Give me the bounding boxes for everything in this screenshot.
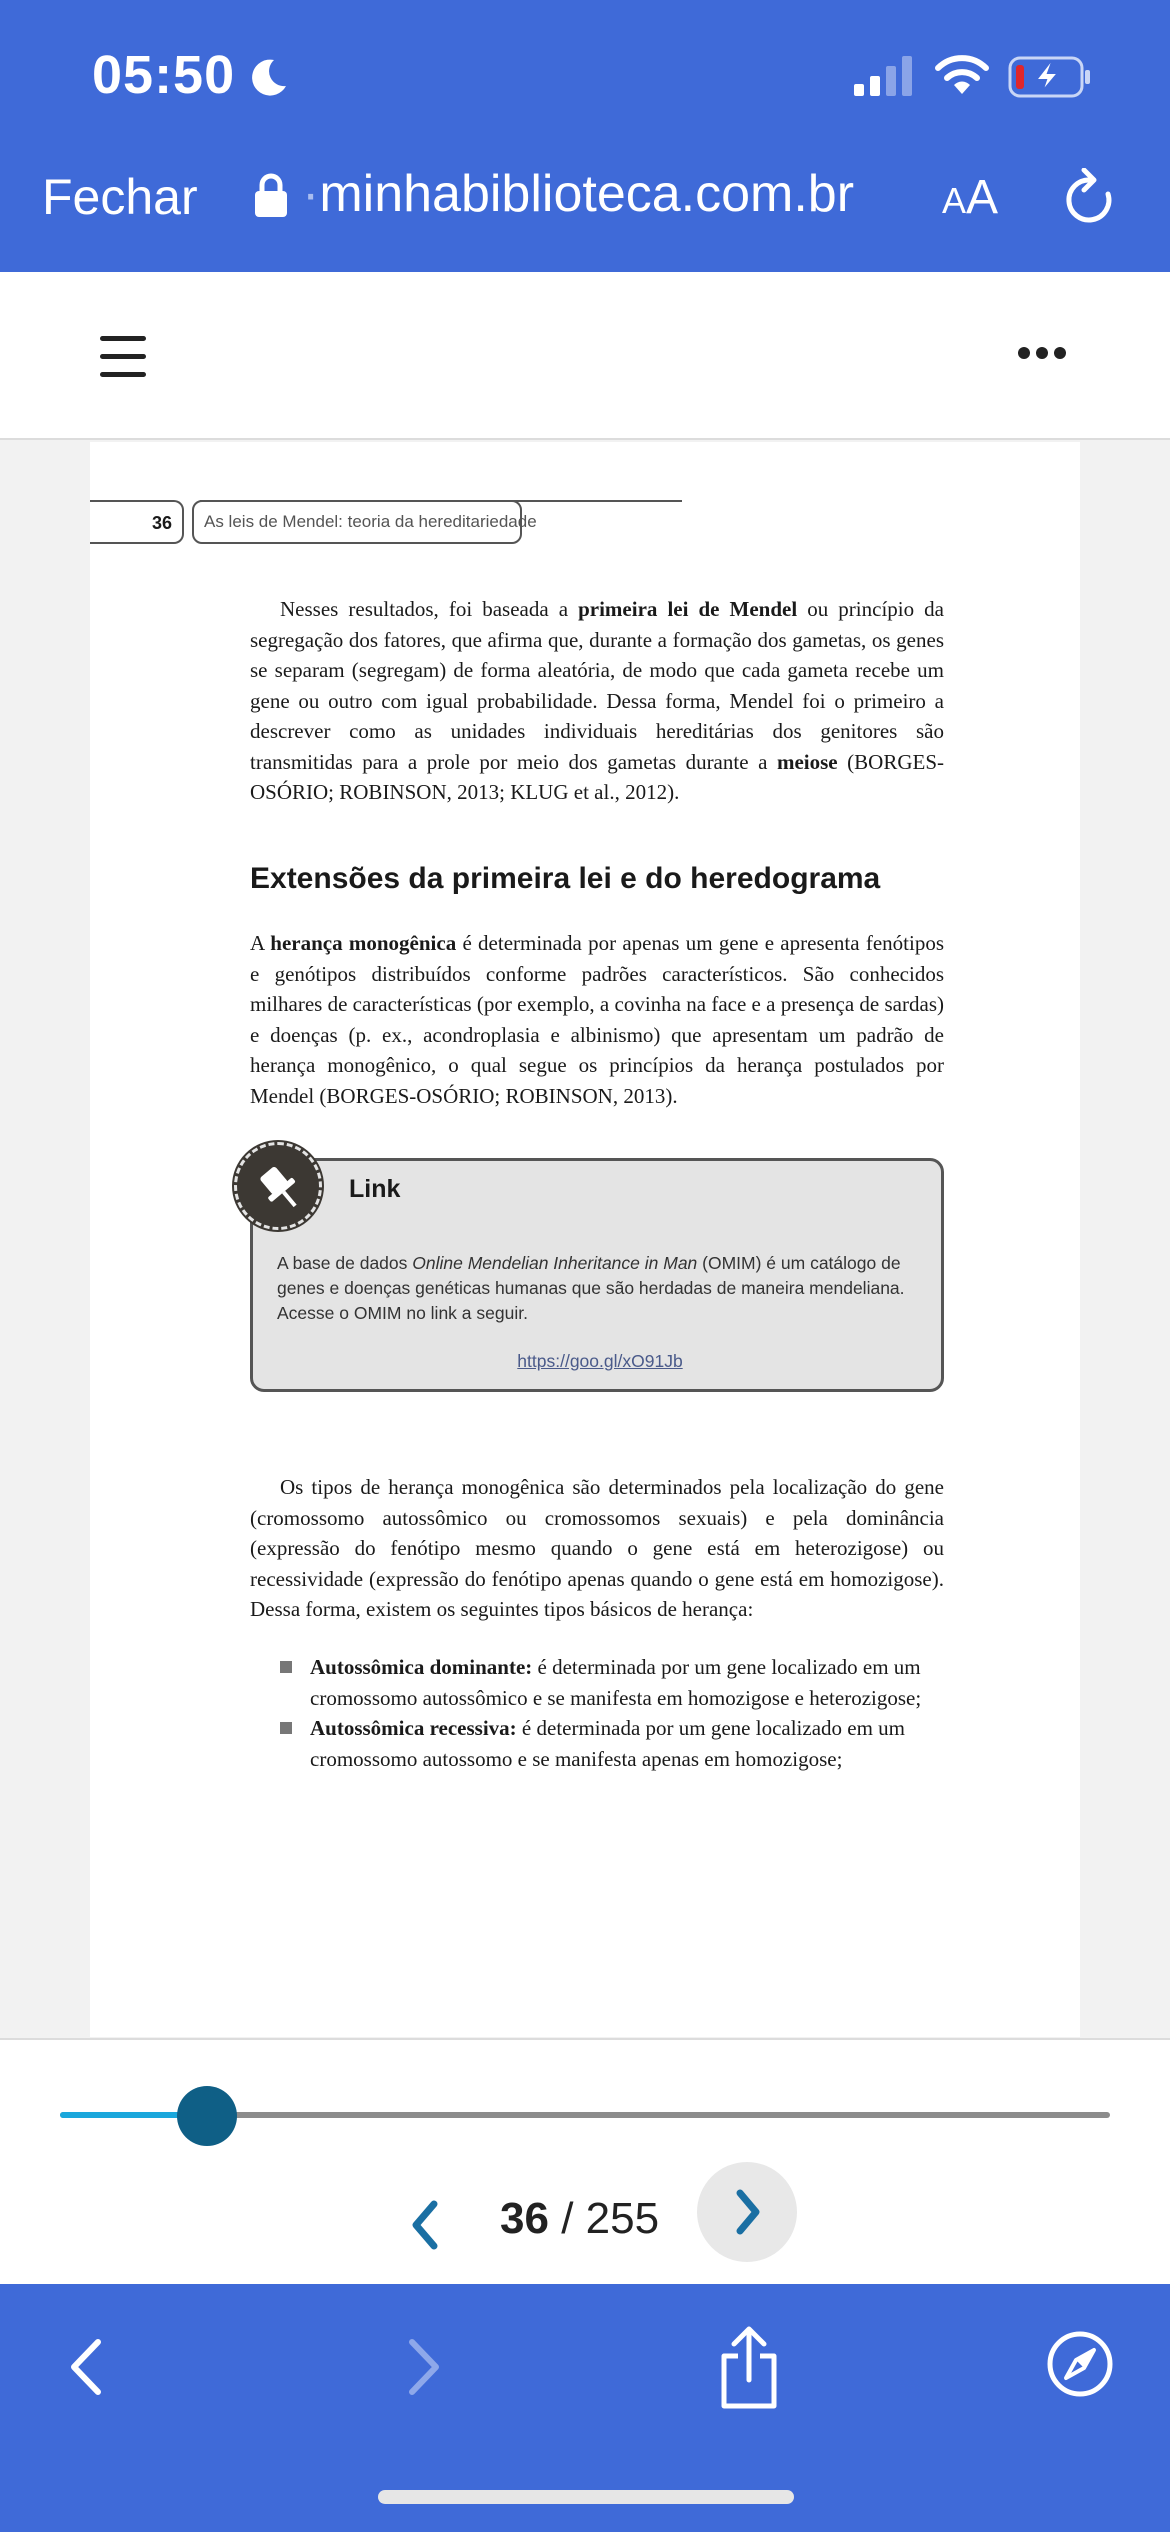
book-page — [90, 442, 1080, 2037]
text: ou princípio da segregação dos fatores, que afirma que, durante a formação dos gametas, os genes se separam (segregam) de forma aleatória, de modo que cada gameta recebe um gene ou outro com igual probabilidade. Dessa forma, Mendel foi o primeiro a descrever como as unidades individuais hereditárias dos genitores são transmitidas para a prole por meio dos gametas durante a — [250, 597, 944, 774]
battery-charging-icon — [1008, 56, 1092, 98]
page-navigation — [0, 2038, 1170, 2284]
browser-toolbar — [0, 2284, 1170, 2532]
wifi-icon — [934, 54, 990, 96]
lock-icon — [254, 172, 288, 218]
paragraph: Os tipos de herança monogênica são determinados pela localização do gene (cromossomo autossômico ou cromossomos sexuais) e pela dominância (expressão do fenótipo mesmo quando o gene está em heterozigose) ou recessividade (expressão do fenótipo apenas quando o gene está em homozigose). Dessa forma, existem os seguintes tipos básicos de herança: — [250, 1475, 944, 1621]
bullet-list — [280, 1652, 944, 1774]
text: (OMIM) é um catálogo de genes e doenças genéticas humanas que são herdadas de maneira mendeliana. Acesse o OMIM no link a seguir. — [277, 1253, 905, 1323]
list-item — [280, 1652, 944, 1713]
text: (BORGES-OSÓRIO; ROBINSON, 2013; KLUG et al., 2012). — [250, 749, 944, 804]
dot-icon — [1054, 347, 1066, 359]
italic-text: Online Mendelian Inheritance in Man — [412, 1253, 698, 1273]
text: A — [250, 931, 271, 955]
divider — [200, 500, 682, 502]
text: A base de dados — [277, 1253, 413, 1273]
section-heading: Extensões da primeira lei e do heredograma — [250, 862, 881, 895]
omim-link[interactable]: https://goo.gl/xO91Jb — [517, 1351, 683, 1371]
previous-page-button[interactable] — [400, 2190, 450, 2260]
menu-button[interactable] — [100, 336, 146, 378]
bold-term: Autossômica dominante: — [310, 1655, 533, 1679]
reload-icon[interactable] — [1062, 168, 1118, 228]
hamburger-icon-bar — [100, 336, 146, 341]
moon-icon — [246, 56, 290, 100]
status-time: 05:50 — [92, 45, 236, 105]
page-indicator — [500, 2194, 659, 2244]
url-prefix: · — [302, 165, 320, 223]
pushpin-icon — [255, 1163, 307, 1215]
chevron-right-icon — [722, 2187, 772, 2237]
link-badge — [234, 1142, 322, 1230]
bold-term: herança monogênica — [270, 931, 457, 955]
back-button[interactable] — [62, 2332, 112, 2402]
browser-top-bar — [0, 0, 1170, 272]
list-item — [280, 1713, 944, 1774]
bold-term: primeira lei de Mendel — [578, 597, 798, 621]
reader-header — [0, 272, 1170, 440]
url-bar[interactable] — [302, 164, 854, 224]
link-callout-title: Link — [349, 1175, 401, 1203]
total-pages: 255 — [585, 2194, 660, 2243]
bold-term: meiose — [776, 749, 838, 774]
paragraph — [250, 594, 944, 808]
text: é determinada por apenas um gene e apresenta fenótipos e genótipos distribuídos conforme padrões característicos. São conhecidos milhares de características (por exemplo, a covinha na face e a presença de sardas) e doenças (p. ex., acondroplasia e albinismo) que apresentam um padrão de herança monogênico, o qual segue os princípios da herança postulados por Mendel (BORGES-OSÓRIO; ROBINSON, 2013). — [250, 931, 945, 1108]
more-options-button[interactable] — [1018, 346, 1074, 366]
compass-icon[interactable] — [1046, 2330, 1114, 2398]
page-slider-thumb[interactable] — [177, 2086, 237, 2146]
link-callout-description — [277, 1251, 927, 1326]
chapter-title: As leis de Mendel: teoria da hereditariedade — [192, 500, 522, 544]
next-page-button[interactable] — [697, 2162, 797, 2262]
forward-button[interactable] — [398, 2332, 448, 2402]
text-size-large-label: A — [966, 171, 999, 224]
text-size-button[interactable] — [942, 170, 998, 225]
close-button[interactable]: Fechar — [42, 169, 198, 225]
home-indicator — [378, 2490, 794, 2504]
text-size-small-label: A — [942, 180, 967, 221]
dot-icon — [1018, 347, 1030, 359]
text: é determinada por um gene localizado em um cromossomo autossomo e se manifesta apenas em homozigose; — [310, 1716, 906, 1771]
dot-icon — [1036, 347, 1048, 359]
paragraph — [250, 928, 944, 1111]
current-page: 36 — [500, 2194, 549, 2243]
page-number-label: 36 — [90, 500, 184, 544]
hamburger-icon-bar — [100, 354, 146, 359]
cellular-signal-icon — [852, 56, 914, 96]
share-button[interactable] — [714, 2324, 784, 2410]
url-domain: minhabiblioteca.com.br — [319, 165, 855, 223]
link-callout — [250, 1158, 944, 1392]
text: Nesses resultados, foi baseada a — [280, 597, 579, 621]
hamburger-icon-bar — [100, 372, 146, 377]
text: é determinada por um gene localizado em um cromossomo autossômico e se manifesta em homozigose e heterozigose; — [310, 1655, 922, 1710]
page-separator: / — [561, 2194, 574, 2243]
bold-term: Autossômica recessiva: — [310, 1716, 517, 1740]
